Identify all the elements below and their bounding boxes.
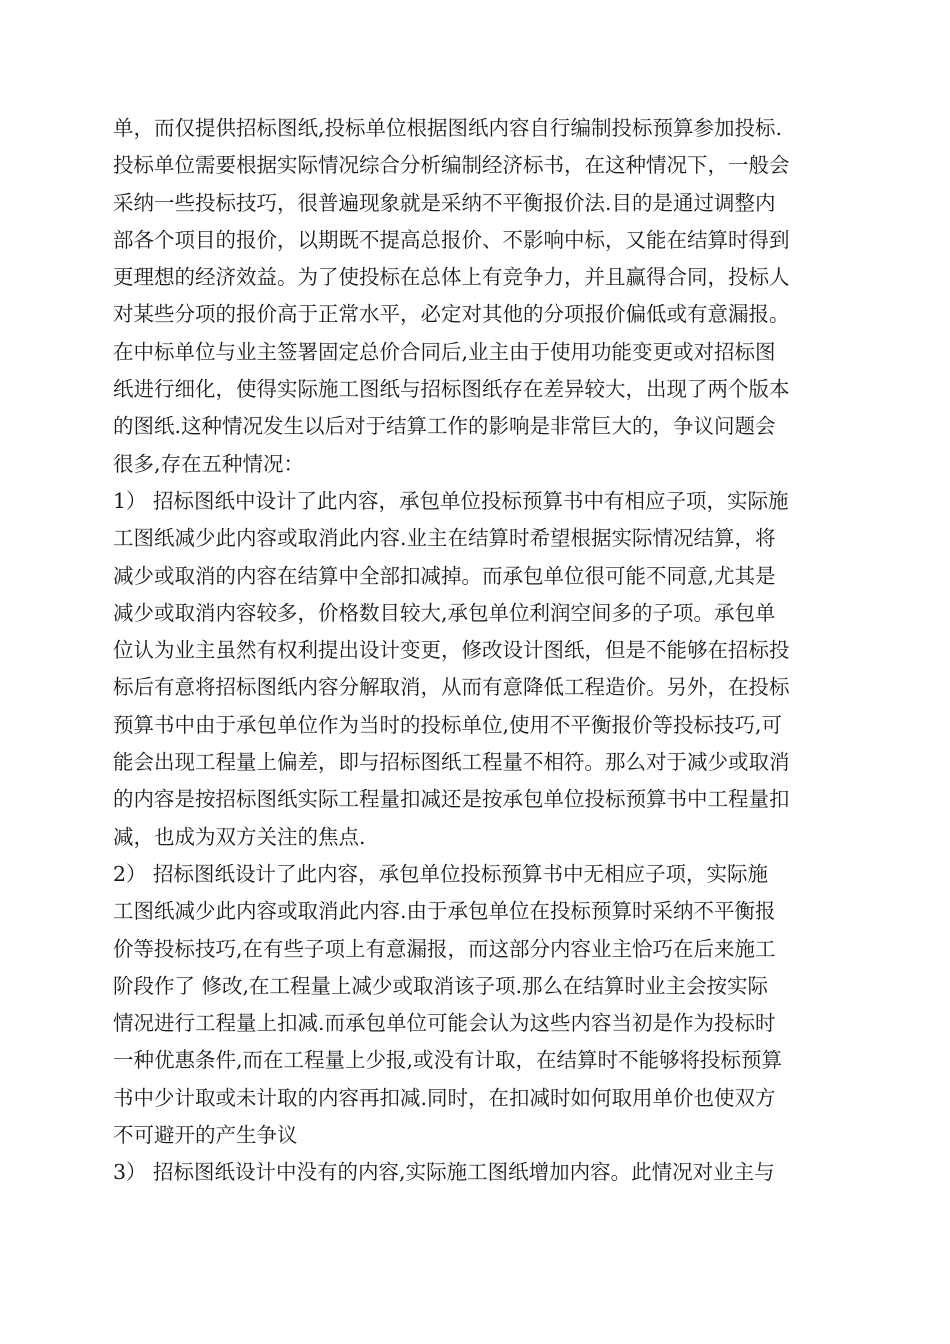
text-line: 阶段作了 修改,在工程量上减少或取消该子项.那么在结算时业主会按实际 bbox=[113, 973, 769, 998]
text-line: 能会出现工程量上偏差，即与招标图纸工程量不相符。那么对于减少或取消 bbox=[113, 750, 790, 775]
text-line: 很多,存在五种情况： bbox=[113, 451, 305, 476]
text-line: 位认为业主虽然有权利提出设计变更，修改设计图纸，但是不能够在招标投 bbox=[113, 638, 790, 663]
text-line: 单，而仅提供招标图纸,投标单位根据图纸内容自行编制投标预算参加投标. bbox=[113, 116, 783, 140]
text-line: 价等投标技巧,在有些子项上有意漏报，而这部分内容业主恰巧在后来施工 bbox=[113, 936, 776, 961]
text-line: 一种优惠条件,而在工程量上少报,或没有计取，在结算时不能够将投标预算 bbox=[113, 1048, 783, 1073]
body-text bbox=[113, 110, 853, 1192]
text-line: 的内容是按招标图纸实际工程量扣减还是按承包单位投标预算书中工程量扣 bbox=[113, 787, 790, 812]
text-line: 更理想的经济效益。为了使投标在总体上有竞争力，并且赢得合同，投标人 bbox=[113, 265, 790, 290]
text-line: 在中标单位与业主签署固定总价合同后,业主由于使用功能变更或对招标图 bbox=[113, 339, 776, 364]
list-item-3-line: 3） 招标图纸设计中没有的内容,实际施工图纸增加内容。此情况对业主与 bbox=[113, 1160, 775, 1185]
text-line: 情况进行工程量上扣减.而承包单位可能会认为这些内容当初是作为投标时 bbox=[113, 1011, 776, 1036]
text-line: 的图纸.这种情况发生以后对于结算工作的影响是非常巨大的，争议问题会 bbox=[113, 414, 776, 439]
list-item-2-line: 2） 招标图纸设计了此内容，承包单位投标预算书中无相应子项，实际施 bbox=[113, 861, 769, 886]
text-line: 工图纸减少此内容或取消此内容.由于承包单位在投标预算时采纳不平衡报 bbox=[113, 899, 776, 924]
text-line: 投标单位需要根据实际情况综合分析编制经济标书，在这种情况下，一般会 bbox=[113, 153, 790, 178]
text-line: 书中少计取或未计取的内容再扣减.同时，在扣减时如何取用单价也使双方 bbox=[113, 1085, 776, 1110]
text-line: 减少或取消内容较多，价格数目较大,承包单位利润空间多的子项。承包单 bbox=[113, 600, 776, 625]
text-line: 纸进行细化，使得实际施工图纸与招标图纸存在差异较大，出现了两个版本 bbox=[113, 377, 790, 402]
text-line: 标后有意将招标图纸内容分解取消，从而有意降低工程造价。另外，在投标 bbox=[113, 675, 790, 700]
list-item-1-line: 1） 招标图纸中设计了此内容，承包单位投标预算书中有相应子项，实际施 bbox=[113, 488, 789, 513]
text-line: 减，也成为双方关注的焦点. bbox=[113, 824, 366, 849]
text-line: 不可避开的产生争议 bbox=[113, 1123, 298, 1148]
text-line: 对某些分项的报价高于正常水平，必定对其他的分项报价偏低或有意漏报。 bbox=[113, 302, 790, 327]
text-line: 预算书中由于承包单位作为当时的投标单位,使用不平衡报价等投标技巧,可 bbox=[113, 712, 783, 737]
text-line: 工图纸减少此内容或取消此内容.业主在结算时希望根据实际情况结算，将 bbox=[113, 526, 776, 551]
text-line: 部各个项目的报价，以期既不提高总报价、不影响中标，又能在结算时得到 bbox=[113, 227, 790, 252]
text-line: 减少或取消的内容在结算中全部扣减掉。而承包单位很可能不同意,尤其是 bbox=[113, 563, 776, 588]
text-line: 采纳一些投标技巧，很普遍现象就是采纳不平衡报价法.目的是通过调整内 bbox=[113, 190, 776, 215]
